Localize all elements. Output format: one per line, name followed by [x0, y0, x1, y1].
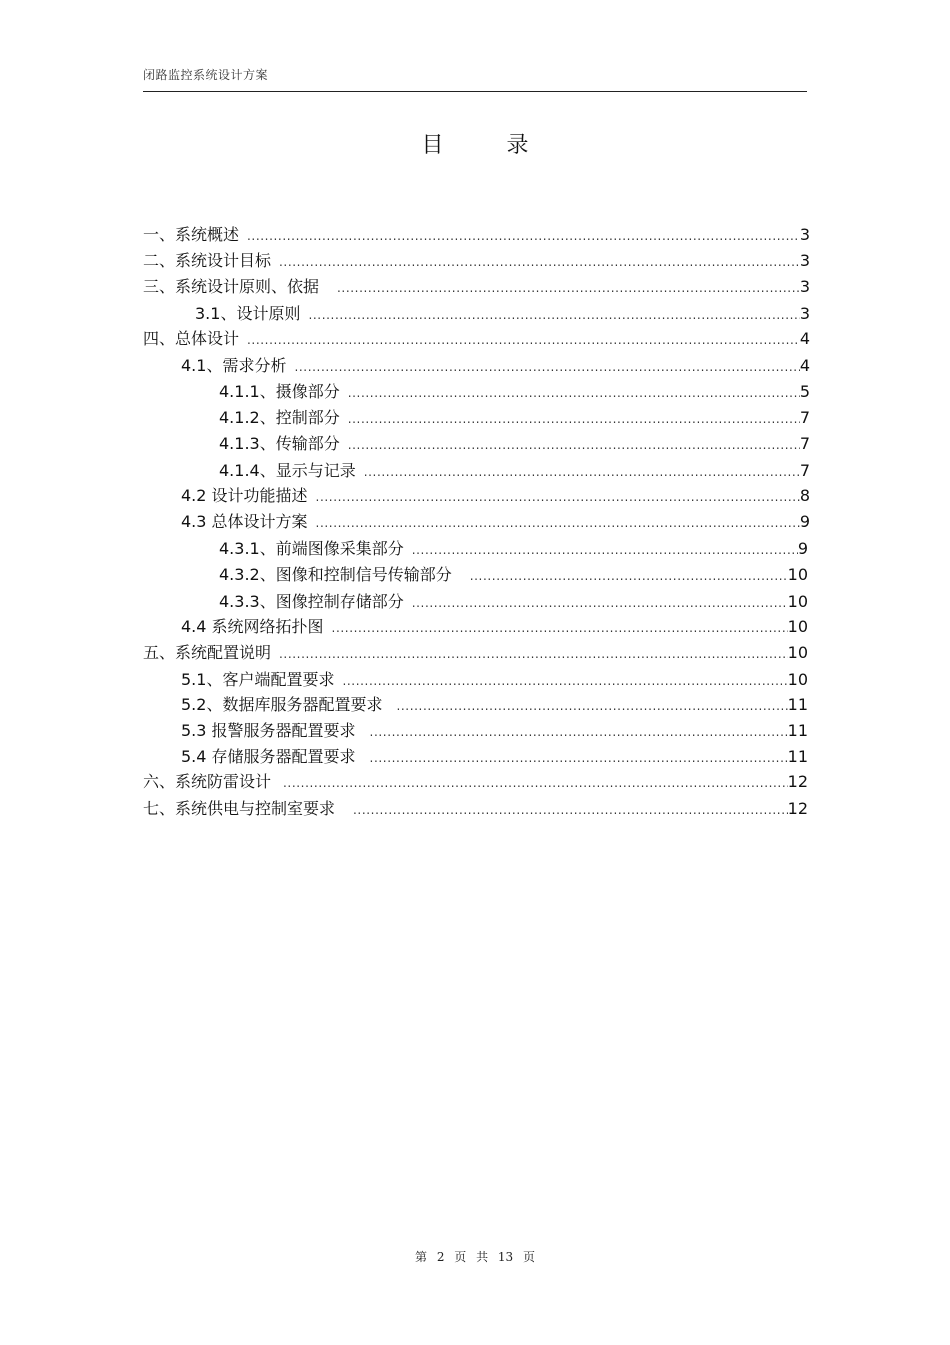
toc-entry[interactable] — [219, 564, 808, 586]
toc-dot-leader — [316, 486, 800, 508]
toc-dot-leader — [342, 670, 787, 692]
toc-entry-label: 5.3 报警服务器配置要求 — [181, 721, 356, 740]
toc-entry-label: 4.1.3、传输部分 — [219, 434, 340, 453]
toc-dot-leader — [316, 512, 800, 534]
toc-entry[interactable] — [219, 381, 810, 403]
toc-entry[interactable] — [219, 407, 810, 429]
toc-entry-page: 10 — [787, 643, 808, 662]
toc-entry[interactable] — [219, 538, 808, 560]
toc-entry[interactable] — [181, 720, 808, 742]
toc-entry-page: 5 — [799, 382, 810, 401]
toc-dot-leader — [412, 539, 798, 561]
page-footer: 第 2 页 共 13 页 — [415, 1250, 535, 1264]
page-header-title: 闭路监控系统设计方案 — [143, 68, 269, 82]
toc-entry-page: 10 — [787, 670, 808, 689]
toc-entry-label: 五、系统配置说明 — [143, 643, 272, 662]
toc-dot-leader — [364, 461, 800, 483]
toc-entry[interactable] — [143, 250, 810, 272]
toc-dot-leader — [279, 251, 800, 273]
toc-entry-label: 4.3.3、图像控制存储部分 — [219, 592, 404, 611]
toc-entry[interactable] — [143, 771, 808, 793]
toc-entry-page: 10 — [787, 617, 808, 636]
toc-entry[interactable] — [195, 303, 810, 325]
toc-entry[interactable] — [219, 460, 810, 482]
toc-entry-label: 七、系统供电与控制室要求 — [143, 799, 336, 818]
toc-entry-label: 3.1、设计原则 — [195, 304, 301, 323]
toc-entry-page: 8 — [799, 486, 810, 505]
toc-entry-page: 10 — [787, 565, 808, 584]
toc-entry-page: 7 — [799, 408, 810, 427]
toc-entry-label: 4.3.1、前端图像采集部分 — [219, 539, 404, 558]
toc-entry[interactable] — [143, 798, 808, 820]
toc-entry-label: 三、系统设计原则、依据 — [143, 277, 320, 296]
toc-entry-label: 4.1.2、控制部分 — [219, 408, 340, 427]
toc-dot-leader — [348, 434, 800, 456]
toc-entry-label: 一、系统概述 — [143, 225, 240, 244]
toc-entry-page: 11 — [787, 721, 808, 740]
toc-dot-leader — [396, 695, 787, 717]
toc-entry[interactable] — [219, 591, 808, 613]
toc-entry[interactable] — [143, 276, 810, 298]
toc-dot-leader — [279, 643, 788, 665]
toc-entry-page: 3 — [799, 304, 810, 323]
toc-entry[interactable] — [181, 616, 808, 638]
toc-entry-label: 4.4 系统网络拓扑图 — [181, 617, 324, 636]
toc-entry[interactable] — [181, 746, 808, 768]
toc-dot-leader — [294, 356, 799, 378]
toc-entry-page: 7 — [799, 461, 810, 480]
toc-entry-page: 11 — [787, 695, 808, 714]
toc-entry[interactable] — [181, 694, 808, 716]
toc-entry-label: 4.3.2、图像和控制信号传输部分 — [219, 565, 452, 584]
toc-entry[interactable] — [143, 642, 808, 664]
toc-entry-page: 3 — [799, 277, 810, 296]
toc-entry-page: 9 — [797, 539, 808, 558]
toc-entry-label: 5.1、客户端配置要求 — [181, 670, 335, 689]
toc-entry[interactable] — [143, 224, 810, 246]
toc-dot-leader — [412, 592, 788, 614]
toc-dot-leader — [370, 721, 788, 743]
toc-dot-leader — [348, 408, 800, 430]
toc-entry-label: 4.2 设计功能描述 — [181, 486, 308, 505]
toc-entry[interactable] — [143, 328, 810, 350]
toc-entry-page: 4 — [799, 329, 810, 348]
toc-entry-page: 3 — [799, 251, 810, 270]
toc-heading: 目 录 — [421, 133, 557, 158]
toc-entry-label: 5.4 存储服务器配置要求 — [181, 747, 356, 766]
toc-entry-label: 二、系统设计目标 — [143, 251, 272, 270]
toc-entry-page: 11 — [787, 747, 808, 766]
toc-entry-label: 四、总体设计 — [143, 329, 240, 348]
toc-entry-page: 4 — [799, 356, 810, 375]
toc-dot-leader — [332, 617, 788, 639]
toc-entry[interactable] — [181, 669, 808, 691]
toc-entry-page: 7 — [799, 434, 810, 453]
toc-entry-label: 5.2、数据库服务器配置要求 — [181, 695, 383, 714]
toc-entry[interactable] — [181, 355, 810, 377]
toc-dot-leader — [247, 329, 800, 351]
toc-entry[interactable] — [181, 485, 810, 507]
toc-dot-leader — [308, 304, 799, 326]
toc-dot-leader — [353, 799, 788, 821]
toc-entry-label: 4.1.4、显示与记录 — [219, 461, 356, 480]
toc-dot-leader — [348, 382, 800, 404]
toc-entry-page: 3 — [799, 225, 810, 244]
toc-dot-leader — [370, 747, 788, 769]
toc-entry[interactable] — [181, 511, 810, 533]
toc-dot-leader — [247, 225, 800, 247]
toc-entry[interactable] — [219, 433, 810, 455]
toc-entry-label: 4.1、需求分析 — [181, 356, 287, 375]
toc-dot-leader — [337, 277, 800, 299]
toc-entry-page: 9 — [799, 512, 810, 531]
toc-dot-leader — [283, 772, 788, 794]
toc-entry-label: 六、系统防雷设计 — [143, 772, 272, 791]
toc-entry-page: 10 — [787, 592, 808, 611]
toc-entry-page: 12 — [787, 772, 808, 791]
toc-entry-label: 4.3 总体设计方案 — [181, 512, 308, 531]
toc-entry-label: 4.1.1、摄像部分 — [219, 382, 340, 401]
toc-entry-page: 12 — [787, 799, 808, 818]
toc-dot-leader — [470, 565, 788, 587]
